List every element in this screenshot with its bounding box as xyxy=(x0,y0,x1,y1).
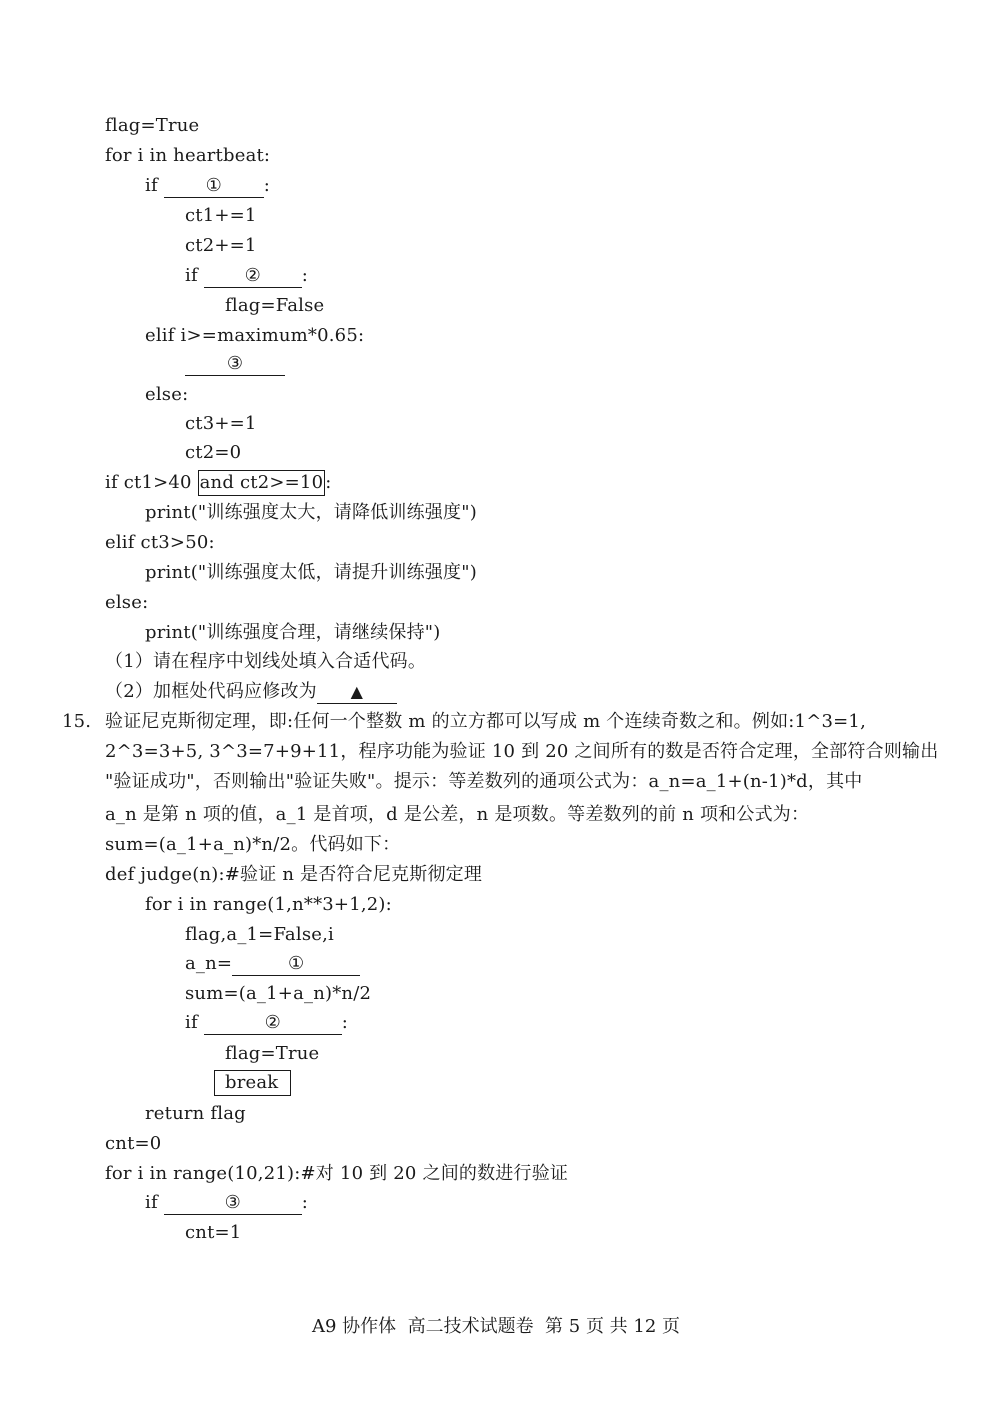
code-line: flag,a_1=False,i xyxy=(185,924,334,945)
code-line: print("训练强度太大，请降低训练强度") xyxy=(145,502,477,523)
code-text: if xyxy=(145,1192,164,1213)
code-text: if ct1>40 xyxy=(105,472,198,493)
boxed-code: break xyxy=(214,1070,291,1096)
sub-question-2 xyxy=(105,677,397,707)
code-line: for i in heartbeat: xyxy=(105,145,271,166)
code-line: for i in range(10,21):#对 10 到 20 之间的数进行验证 xyxy=(105,1163,569,1184)
code-line xyxy=(214,1068,291,1098)
code-line xyxy=(185,949,360,979)
answer-blank-2[interactable]: ② xyxy=(204,265,302,288)
code-line xyxy=(185,261,308,291)
question-text: 验证尼克斯彻定理，即:任何一个整数 m 的立方都可以写成 m 个连续奇数之和。例如:1^3=1, xyxy=(105,711,866,732)
question-number: 15. xyxy=(62,711,92,732)
code-line xyxy=(105,468,332,498)
answer-blank-triangle[interactable]: ▲ xyxy=(317,681,397,704)
code-line: sum=(a_1+a_n)*n/2 xyxy=(185,983,372,1004)
code-line: flag=False xyxy=(225,295,325,316)
code-line: elif ct3>50: xyxy=(105,532,215,553)
code-line: elif i>=maximum*0.65: xyxy=(145,325,365,346)
answer-blank-1[interactable]: ① xyxy=(164,175,264,198)
code-line: ct3+=1 xyxy=(185,413,257,434)
code-line: cnt=1 xyxy=(185,1222,242,1243)
code-line xyxy=(145,171,270,201)
answer-blank-3[interactable]: ③ xyxy=(185,353,285,376)
code-line: ct1+=1 xyxy=(185,205,257,226)
code-text: : xyxy=(263,175,271,196)
question-text: sum=(a_1+a_n)*n/2。代码如下： xyxy=(105,834,401,855)
page-footer: A9 协作体 高二技术试题卷 第 5 页 共 12 页 xyxy=(311,1316,681,1337)
code-text: if xyxy=(185,1012,204,1033)
code-line xyxy=(185,1008,348,1038)
answer-blank-2[interactable]: ② xyxy=(204,1012,342,1035)
answer-blank-1[interactable]: ① xyxy=(232,953,360,976)
code-line: cnt=0 xyxy=(105,1133,162,1154)
code-text: if xyxy=(145,175,164,196)
answer-blank-3[interactable]: ③ xyxy=(164,1192,302,1215)
code-text: if xyxy=(185,265,204,286)
question-text: 2^3=3+5, 3^3=7+9+11，程序功能为验证 10 到 20 之间所有的数是否符合定理，全部符合则输出 xyxy=(105,741,939,762)
code-line: else: xyxy=(105,592,149,613)
code-line xyxy=(145,1188,308,1218)
boxed-code: and ct2>=10 xyxy=(198,470,326,496)
code-text: a_n= xyxy=(185,953,233,974)
code-line: return flag xyxy=(145,1103,246,1124)
question-text: "验证成功"，否则输出"验证失败"。提示：等差数列的通项公式为：a_n=a_1+(n-1)*d，其中 xyxy=(105,771,863,792)
code-line xyxy=(185,349,285,379)
question-text: a_n 是第 n 项的值，a_1 是首项，d 是公差，n 是项数。等差数列的前 n 项和公式为： xyxy=(105,804,810,825)
code-text: : xyxy=(325,472,332,493)
code-line: ct2+=1 xyxy=(185,235,257,256)
code-line: flag=True xyxy=(105,115,200,136)
code-text: : xyxy=(301,265,309,286)
code-line: else: xyxy=(145,384,189,405)
code-line: def judge(n):#验证 n 是否符合尼克斯彻定理 xyxy=(105,864,483,885)
code-line: flag=True xyxy=(225,1043,320,1064)
code-line: for i in range(1,n**3+1,2): xyxy=(145,894,392,915)
code-text: : xyxy=(301,1192,309,1213)
sub-question-text: （2）加框处代码应修改为 xyxy=(105,681,317,702)
sub-question-1: （1）请在程序中划线处填入合适代码。 xyxy=(105,651,427,672)
code-text: : xyxy=(341,1012,349,1033)
code-line: print("训练强度太低，请提升训练强度") xyxy=(145,562,477,583)
code-line: print("训练强度合理，请继续保持") xyxy=(145,622,441,643)
code-line: ct2=0 xyxy=(185,442,242,463)
